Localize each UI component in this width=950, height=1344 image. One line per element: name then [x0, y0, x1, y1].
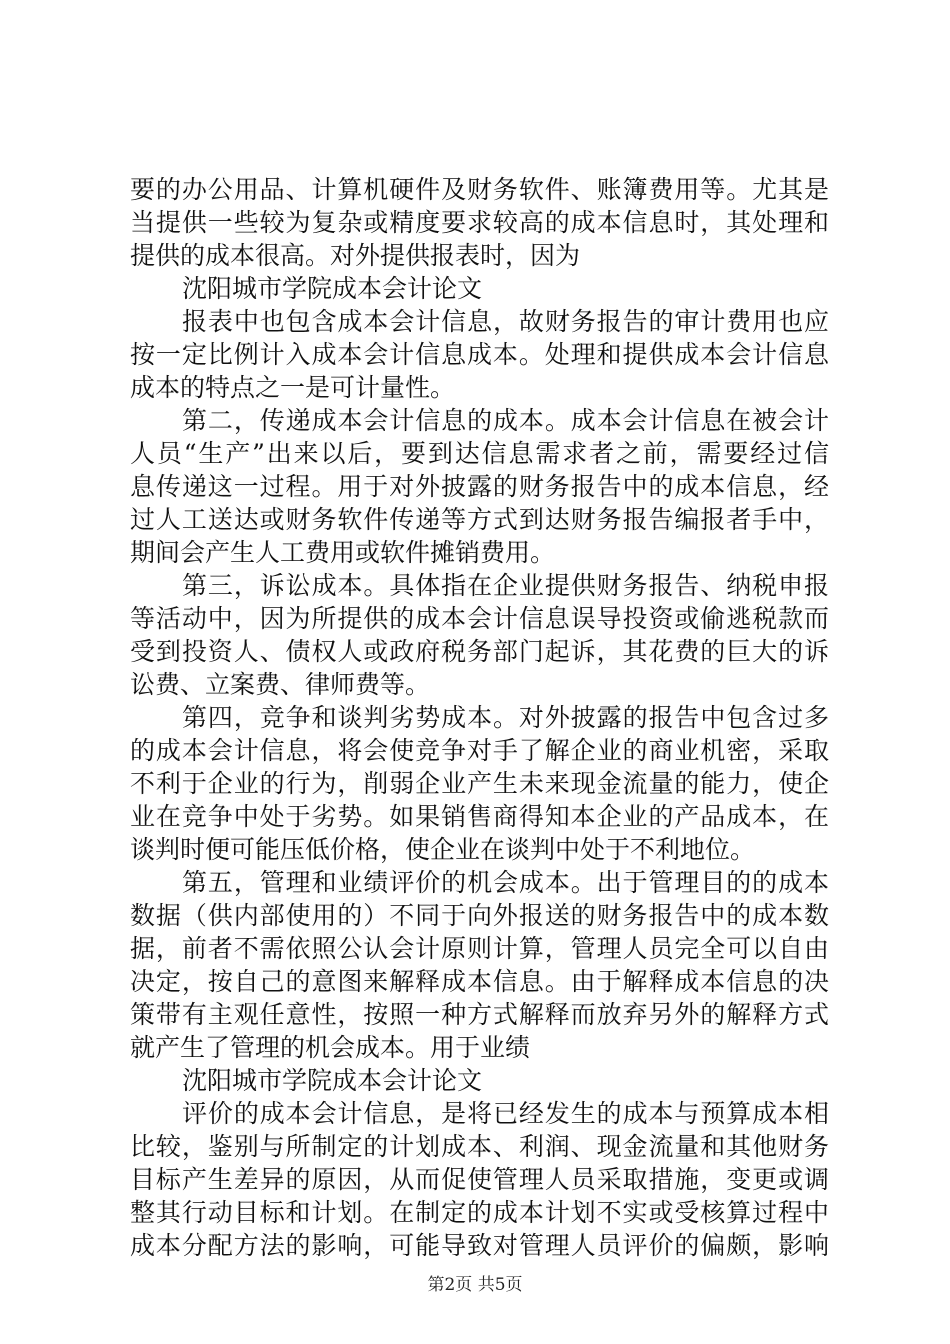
body-text-line: 人员“生产”出来以后，要到达信息需求者之前，需要经过信: [130, 439, 829, 468]
body-text-line: 目标产生差异的原因，从而促使管理人员采取措施，变更或调: [130, 1165, 829, 1194]
body-text-line: 受到投资人、债权人或政府税务部门起诉，其花费的巨大的诉: [130, 637, 829, 666]
body-text-line: 当提供一些较为复杂或精度要求较高的成本信息时，其处理和: [130, 208, 829, 237]
body-text-line: 等活动中，因为所提供的成本会计信息误导投资或偷逃税款而: [130, 604, 829, 633]
body-text-line: 策带有主观任意性，按照一种方式解释而放弃另外的解释方式: [130, 1000, 829, 1029]
body-text-line: 讼费、立案费、律师费等。: [130, 670, 431, 699]
running-header-text: 沈阳城市学院成本会计论文: [182, 274, 483, 303]
body-text-line: 数据（供内部使用的）不同于向外报送的财务报告中的成本数: [130, 901, 829, 930]
body-text-line: 成本分配方法的影响，可能导致对管理人员评价的偏颇，影响: [130, 1231, 829, 1260]
body-text-line: 的成本会计信息，将会使竞争对手了解企业的商业机密，采取: [130, 736, 829, 765]
body-text-line: 期间会产生人工费用或软件摊销费用。: [130, 538, 556, 567]
body-text-line: 报表中也包含成本会计信息，故财务报告的审计费用也应: [182, 307, 829, 336]
body-text-line: 据，前者不需依照公认会计原则计算，管理人员完全可以自由: [130, 934, 829, 963]
body-text-line: 谈判时便可能压低价格，使企业在谈判中处于不利地位。: [130, 835, 756, 864]
body-text-line: 就产生了管理的机会成本。用于业绩: [130, 1033, 531, 1062]
body-text-line: 比较，鉴别与所制定的计划成本、利润、现金流量和其他财务: [130, 1132, 829, 1161]
body-text-line: 评价的成本会计信息，是将已经发生的成本与预算成本相: [182, 1099, 829, 1128]
body-text-line: 息传递这一过程。用于对外披露的财务报告中的成本信息，经: [130, 472, 829, 501]
body-text-line: 要的办公用品、计算机硬件及财务软件、账簿费用等。尤其是: [130, 175, 829, 204]
body-text-line: 第四，竞争和谈判劣势成本。对外披露的报告中包含过多: [182, 703, 829, 732]
running-header-text: 沈阳城市学院成本会计论文: [182, 1066, 483, 1095]
body-text-line: 业在竞争中处于劣势。如果销售商得知本企业的产品成本，在: [130, 802, 829, 831]
body-text-line: 整其行动目标和计划。在制定的成本计划不实或受核算过程中: [130, 1198, 829, 1227]
body-text-line: 过人工送达或财务软件传递等方式到达财务报告编报者手中，: [130, 505, 829, 534]
page-number-footer: 第2页 共5页: [427, 1275, 523, 1295]
body-text-line: 按一定比例计入成本会计信息成本。处理和提供成本会计信息: [130, 340, 829, 369]
body-text-line: 第五，管理和业绩评价的机会成本。出于管理目的的成本: [182, 868, 829, 897]
body-text-line: 成本的特点之一是可计量性。: [130, 373, 456, 402]
body-text-line: 提供的成本很高。对外提供报表时，因为: [130, 241, 581, 270]
body-text-line: 第三，诉讼成本。具体指在企业提供财务报告、纳税申报: [182, 571, 829, 600]
body-text-line: 不利于企业的行为，削弱企业产生未来现金流量的能力，使企: [130, 769, 829, 798]
body-text-line: 决定，按自己的意图来解释成本信息。由于解释成本信息的决: [130, 967, 829, 996]
body-text-line: 第二，传递成本会计信息的成本。成本会计信息在被会计: [182, 406, 829, 435]
